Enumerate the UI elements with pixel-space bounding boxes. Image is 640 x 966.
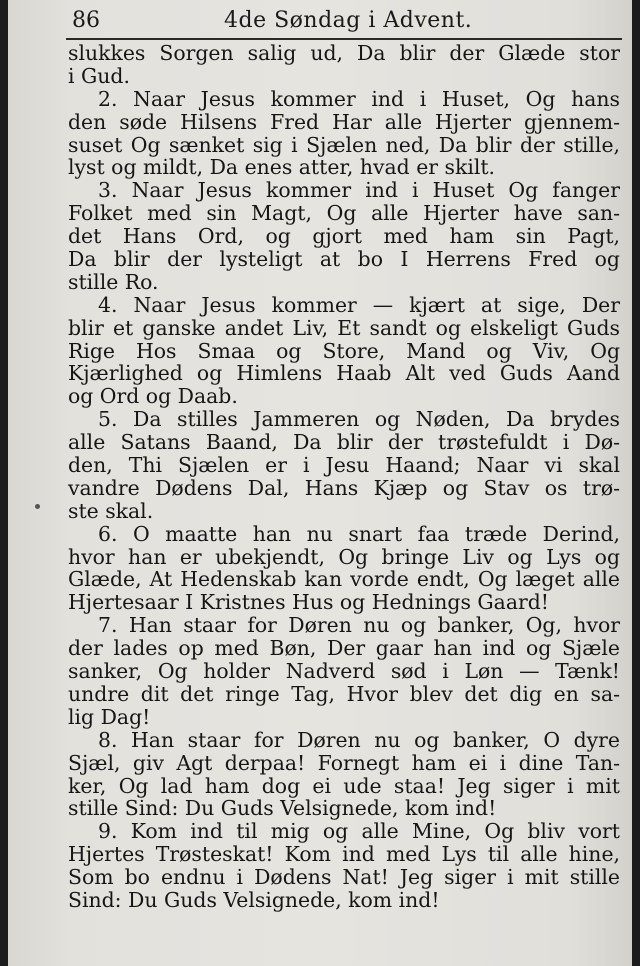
text-line: undre dit det ringe Tag, Hvor blev det dig en sa-: [68, 681, 620, 706]
text-line: 8. Han staar for Døren nu og banker, O dyre: [98, 727, 620, 752]
text-line: 7. Han staar for Døren nu og banker, Og, hvor: [98, 613, 620, 638]
text-line: der lades op med Bøn, Der gaar han ind og Sjæle: [68, 636, 620, 661]
book-page: [8, 0, 632, 966]
text-line: vandre Dødens Dal, Hans Kjæp og Stav os trø-: [68, 475, 620, 500]
text-line: sanker, Og holder Nadverd sød i Løn — Tænk!: [68, 659, 620, 684]
text-line: det Hans Ord, og gjort med ham sin Pagt,: [68, 224, 620, 249]
text-line: Glæde, At Hedenskab kan vorde endt, Og læget alle: [68, 567, 620, 592]
text-line: blir et ganske andet Liv, Et sandt og elskeligt Guds: [68, 315, 620, 340]
margin-mark: [35, 504, 40, 509]
text-line: lig Dag!: [68, 704, 151, 729]
text-line: stille Sind: Du Guds Velsignede, kom ind!: [68, 796, 497, 821]
text-line: stille Ro.: [68, 269, 159, 294]
text-line: Hjertes Trøsteskat! Kom ind med Lys til alle hine,: [68, 842, 620, 867]
text-line: Folket med sin Magt, Og alle Hjerter have san-: [68, 201, 620, 226]
text-line: hvor han er ubekjendt, Og bringe Liv og Lys og: [68, 544, 620, 569]
text-line: den søde Hilsens Fred Har alle Hjerter gjennem-: [68, 109, 620, 134]
running-head: 4de Søndag i Advent.: [224, 8, 473, 33]
text-line: lyst og mildt, Da enes atter, hvad er skilt.: [68, 155, 496, 180]
text-line: 9. Kom ind til mig og alle Mine, Og bliv vort: [98, 819, 620, 844]
page-number: 86: [72, 8, 100, 33]
text-line: 6. O maatte han nu snart faa træde Derind,: [98, 521, 620, 546]
text-line: 5. Da stilles Jammeren og Nøden, Da brydes: [98, 407, 620, 432]
text-line: 3. Naar Jesus kommer ind i Huset Og fanger: [98, 178, 620, 203]
text-line: Da blir der lysteligt at bo I Herrens Fred og: [68, 247, 620, 272]
text-line: slukkes Sorgen salig ud, Da blir der Glæde stor: [68, 41, 620, 65]
header-rule: [66, 38, 622, 40]
text-line: 2. Naar Jesus kommer ind i Huset, Og hans: [98, 86, 620, 111]
text-line: i Gud.: [68, 63, 130, 88]
text-line: Hjertesaar I Kristnes Hus og Hednings Gaard!: [68, 590, 549, 615]
hymn-text: [68, 42, 620, 912]
text-line: ste skal.: [68, 498, 154, 523]
page-header: [66, 6, 622, 36]
text-line: suset Og sænket sig i Sjælen ned, Da blir der stille,: [68, 132, 620, 157]
text-line: Som bo endnu i Dødens Nat! Jeg siger i mit stille: [68, 865, 620, 890]
text-line: alle Satans Baand, Da blir der trøstefuldt i Dø-: [68, 430, 620, 455]
text-line: og Ord og Daab.: [68, 384, 238, 409]
text-line: Kjærlighed og Himlens Haab Alt ved Guds Aand: [68, 361, 620, 386]
text-line: Rige Hos Smaa og Store, Mand og Viv, Og: [68, 338, 620, 363]
text-line: ker, Og lad ham dog ei ude staa! Jeg siger i mit: [68, 773, 620, 798]
text-line: 4. Naar Jesus kommer — kjært at sige, Der: [98, 292, 620, 317]
text-line: Sjæl, giv Agt derpaa! Fornegt ham ei i dine Tan-: [68, 750, 620, 775]
text-line: den, Thi Sjælen er i Jesu Haand; Naar vi skal: [68, 453, 620, 478]
text-line: Sind: Du Guds Velsignede, kom ind!: [68, 887, 440, 912]
